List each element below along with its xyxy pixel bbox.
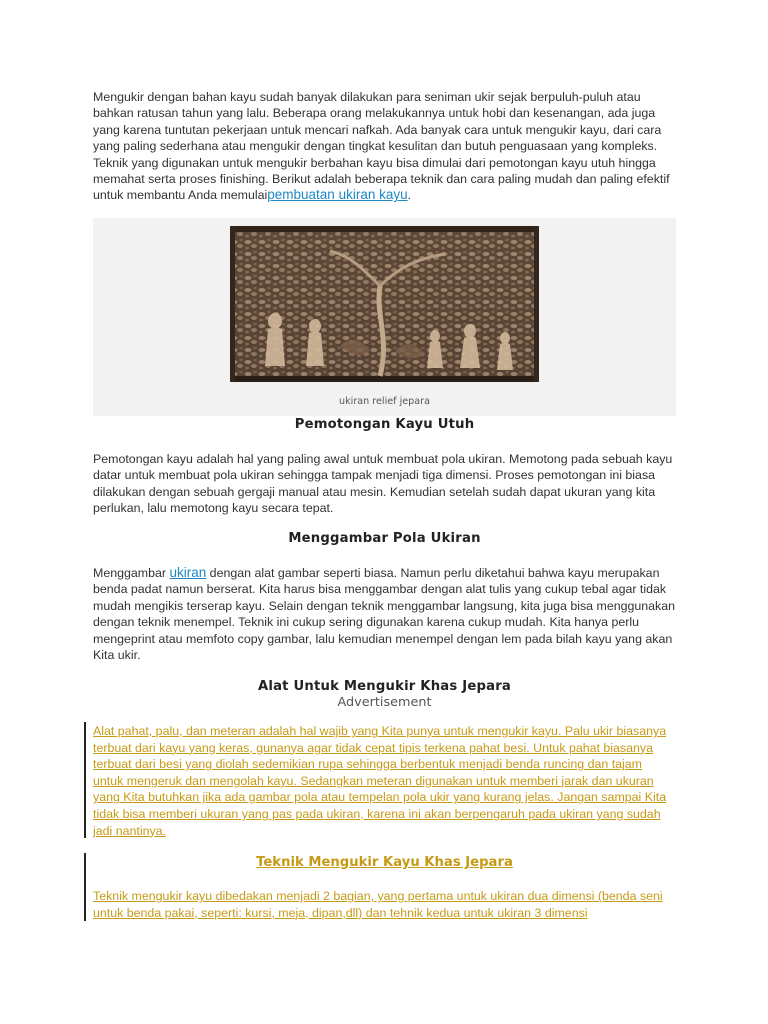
section-heading-pemotongan: Pemotongan Kayu Utuh bbox=[294, 417, 475, 432]
section3-paragraph bbox=[93, 723, 671, 839]
intro-paragraph bbox=[93, 89, 683, 204]
figure-caption: ukiran relief jepara bbox=[339, 396, 430, 407]
section-heading-alat: Alat Untuk Mengukir Khas Jepara bbox=[257, 679, 512, 694]
section2-text-before: Menggambar bbox=[93, 566, 170, 580]
intro-end: . bbox=[407, 188, 412, 203]
section3-text: Alat pahat, palu, dan meteran adalah hal wajib yang Kita punya untuk mengukir kayu. Palu ukir biasanya terbuat dari kayu yang keras, gunanya agar tidak cepat tipis terkena pahat besi. Untuk pahat biasanya terbuat dari besi yang diolah sedemikian rupa sehingga berbentuk menjadi benda runcing dan tajam untuk mengeruk dan mengolah kayu. Sedangkan meteran digunakan untuk memberi jarak dan ukuran yang Kita butuhkan jika ada gambar pola atau tempelan pola ukir yang kurang jelas. Jangan sampai Kita tidak bisa memberi ukuran yang pas pada ukiran, karena ini akan berpengaruh pada ukiran yang sudah jadi nantinya. bbox=[93, 724, 667, 838]
section1-paragraph: Pemotongan kayu adalah hal yang paling awal untuk membuat pola ukiran. Memotong pada sebuah kayu datar untuk membuat pola ukiran sehingga tampak menjadi tiga dimensi. Proses pemotongan ini biasa dilakukan dengan sebuah gergaji manual atau mesin. Kemudian setelah sudah dapat ukuran yang kita perlukan, lalu memotong kayu secara tepat. bbox=[93, 452, 673, 516]
figure bbox=[93, 218, 676, 416]
ukiran-link[interactable]: ukiran bbox=[169, 565, 207, 580]
section4-text: Teknik mengukir kayu dibedakan menjadi 2 bagian, yang pertama untuk ukiran dua dimensi (benda seni untuk benda pakai, seperti: kursi, meja, dipan,dll) dan tehnik kedua untuk ukiran 3 dimensi bbox=[93, 889, 663, 920]
section2-paragraph bbox=[93, 565, 683, 663]
quote-bar bbox=[84, 853, 86, 921]
intro-text: Mengukir dengan bahan kayu sudah banyak dilakukan para seniman ukir sejak berpuluh-puluh atau bahkan ratusan tahun yang lalu. Beberapa orang melakukannya untuk hobi dan kesenangan, ada juga yang karena tuntutan pekerjaan untuk mencari nafkah. Ada banyak cara untuk mengukir kayu, dari cara yang paling sederhana atau mengukir dengan tingkat kesulitan dan butuh penguasaan yang kompleks. Teknik yang digunakan untuk mengukir berbahan kayu bisa dimulai dari pemotongan kayu utuh hingga memahat serta proses finishing. Berikut adalah beberapa teknik dan cara paling mudah dan paling efektif untuk membantu Anda memulai bbox=[93, 90, 670, 203]
section2-text-after: dengan alat gambar seperti biasa. Namun perlu diketahui bahwa kayu merupakan benda padat namun berserat. Kita harus bisa menggambar dengan alat tulis yang cukup tebal agar tidak mudah mengikis terserap kayu. Selain dengan teknik menggambar langsung, kita juga bisa menggunakan dengan teknik menempel. Teknik ini cukup sering digunakan karena cukup mudah. Kita hanya perlu mengeprint atau memfoto copy gambar, lalu kemudian menempel dengan lem pada bilah kayu yang akan Kita ukir. bbox=[93, 566, 676, 663]
quote-bar bbox=[84, 722, 86, 838]
section-heading-teknik: Teknik Mengukir Kayu Khas Jepara bbox=[256, 855, 513, 870]
advertisement-label: Advertisement bbox=[337, 695, 432, 710]
pembuatan-ukiran-kayu-link[interactable]: pembuatan ukiran kayu bbox=[267, 187, 408, 203]
section4-paragraph bbox=[93, 888, 671, 921]
section-heading-menggambar: Menggambar Pola Ukiran bbox=[288, 531, 481, 546]
carved-relief-image bbox=[230, 226, 539, 382]
